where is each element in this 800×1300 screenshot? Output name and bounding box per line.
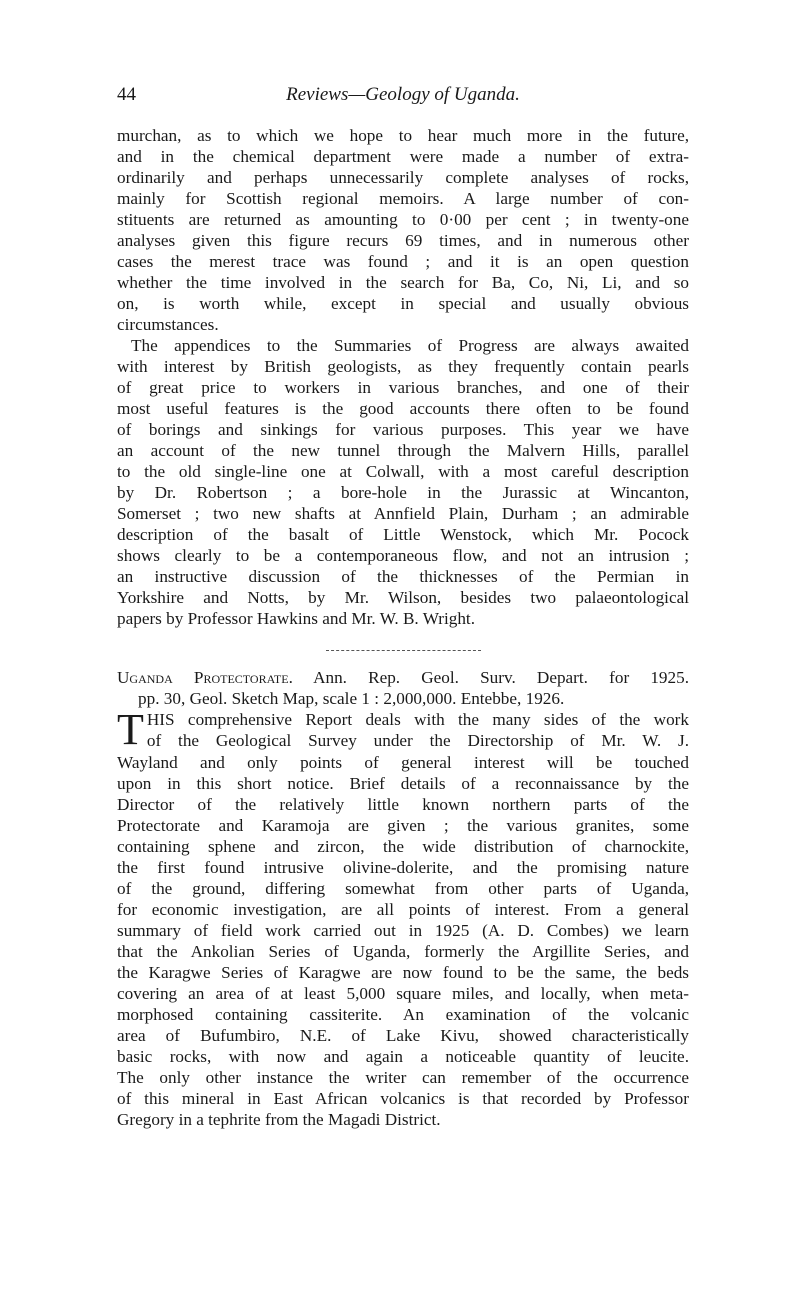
- text-line: Protectorate and Karamoja are given ; the various granites, some: [117, 816, 689, 835]
- text-line: the first found intrusive olivine-dolerite, and the promising nature: [117, 858, 689, 877]
- text-line: an instructive discussion of the thicknesses of the Permian in: [117, 567, 689, 586]
- text-line: analyses given this figure recurs 69 times, and in numerous other: [117, 231, 689, 250]
- text-line: cases the merest trace was found ; and it is an open question: [117, 252, 689, 271]
- running-title: Reviews—Geology of Uganda.: [286, 84, 520, 105]
- text-line: Yorkshire and Notts, by Mr. Wilson, besides two palaeontological: [117, 588, 689, 607]
- text-line: of borings and sinkings for various purposes. This year we have: [117, 420, 689, 439]
- text-line: The only other instance the writer can remember of the occurrence: [117, 1068, 689, 1087]
- review-title: Uganda Protectorate.: [117, 668, 293, 687]
- text-line: circumstances.: [117, 315, 219, 334]
- paragraph-1: [117, 125, 689, 335]
- text-line: to the old single-line one at Colwall, with a most careful description: [117, 462, 689, 481]
- text-line: most useful features is the good accounts there often to be found: [117, 399, 689, 418]
- text-line: shows clearly to be a contemporaneous flow, and not an intrusion ;: [117, 546, 689, 565]
- text-line: containing sphene and zircon, the wide distribution of charnockite,: [117, 837, 689, 856]
- text-line: by Dr. Robertson ; a bore-hole in the Jurassic at Wincanton,: [117, 483, 689, 502]
- text-line: of the ground, differing somewhat from other parts of Uganda,: [117, 879, 689, 898]
- text-line: description of the basalt of Little Wenstock, which Mr. Pocock: [117, 525, 689, 544]
- text-line: upon in this short notice. Brief details of a reconnaissance by the: [117, 774, 689, 793]
- review-citation: Ann. Rep. Geol. Surv. Depart. for 1925.: [313, 668, 689, 687]
- text-line: papers by Professor Hawkins and Mr. W. B. Wright.: [117, 609, 475, 628]
- text-line: with interest by British geologists, as they frequently contain pearls: [117, 357, 689, 376]
- text-line: an account of the new tunnel through the Malvern Hills, parallel: [117, 441, 689, 460]
- text-line: summary of field work carried out in 1925 (A. D. Combes) we learn: [117, 921, 689, 940]
- text-line: Somerset ; two new shafts at Annfield Plain, Durham ; an admirable: [117, 504, 689, 523]
- text-line: of the Geological Survey under the Directorship of Mr. W. J.: [146, 731, 689, 750]
- text-line: The appendices to the Summaries of Progress are always awaited: [131, 336, 689, 355]
- text-line: whether the time involved in the search for Ba, Co, Ni, Li, and so: [117, 273, 689, 292]
- text-line: and in the chemical department were made a number of extra-: [117, 147, 689, 166]
- text-line: ordinarily and perhaps unnecessarily complete analyses of rocks,: [117, 168, 689, 187]
- text-line: the Karagwe Series of Karagwe are now found to be the same, the beds: [117, 963, 689, 982]
- text-line: for economic investigation, are all points of interest. From a general: [117, 900, 689, 919]
- text-line: covering an area of at least 5,000 square miles, and locally, when meta-: [117, 984, 689, 1003]
- text-line: of this mineral in East African volcanics is that recorded by Professor: [117, 1089, 689, 1108]
- text-line: on, is worth while, except in special and usually obvious: [117, 294, 689, 313]
- page-number: 44: [117, 84, 136, 105]
- text-line: morphosed containing cassiterite. An examination of the volcanic: [117, 1005, 689, 1024]
- text-line: Director of the relatively little known northern parts of the: [117, 795, 689, 814]
- review-heading: [117, 667, 689, 709]
- drop-cap: T: [117, 705, 144, 754]
- body-text: [117, 125, 689, 1130]
- review-citation-line2: pp. 30, Geol. Sketch Map, scale 1 : 2,000,000. Entebbe, 1926.: [138, 689, 565, 708]
- text-line: Gregory in a tephrite from the Magadi District.: [117, 1110, 441, 1129]
- section-divider: [326, 650, 481, 651]
- page: [117, 84, 689, 1130]
- paragraph-2: [117, 335, 689, 629]
- text-line: that the Ankolian Series of Uganda, formerly the Argillite Series, and: [117, 942, 689, 961]
- review-body: [117, 705, 689, 1130]
- text-line: area of Bufumbiro, N.E. of Lake Kivu, showed characteristically: [117, 1026, 689, 1045]
- running-header: [117, 84, 689, 112]
- text-line: Wayland and only points of general interest will be touched: [117, 753, 689, 772]
- text-line: stituents are returned as amounting to 0·00 per cent ; in twenty-one: [117, 210, 689, 229]
- text-line: HIS comprehensive Report deals with the many sides of the work: [146, 710, 689, 729]
- text-line: murchan, as to which we hope to hear much more in the future,: [117, 126, 689, 145]
- text-line: basic rocks, with now and again a noticeable quantity of leucite.: [117, 1047, 689, 1066]
- text-line: mainly for Scottish regional memoirs. A large number of con-: [117, 189, 689, 208]
- text-line: of great price to workers in various branches, and one of their: [117, 378, 689, 397]
